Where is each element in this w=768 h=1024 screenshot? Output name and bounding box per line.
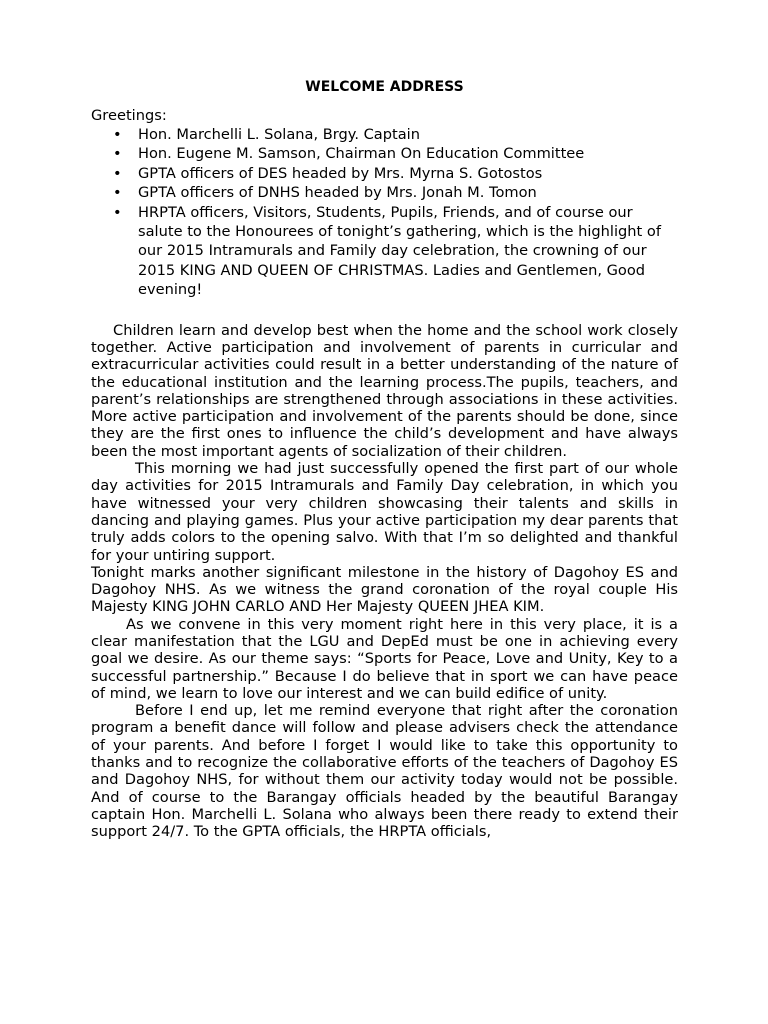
- section-spacer: [91, 300, 678, 322]
- body-paragraph: Children learn and develop best when the home and the school work closely together. Active participation and involvement of parents in curricular and extracurricular activities could result in a better understanding of the nature of the educational institution and the learning process.The pupils, teachers, and parent’s relationships are strengthened through associations in these activities. More active participation and involvement of the parents should be done, since they are the first ones to influence the child’s development and have always been the most important agents of socialization of their children.: [91, 321, 678, 460]
- document-title: WELCOME ADDRESS: [305, 79, 464, 95]
- document-page: [91, 77, 678, 841]
- greeting-item: [91, 183, 678, 202]
- greeting-text: GPTA officers of DNHS headed by Mrs. Jonah M. Tomon: [138, 184, 537, 202]
- greeting-text: Hon. Marchelli L. Solana, Brgy. Captain: [138, 126, 420, 143]
- greeting-text: Hon. Eugene M. Samson, Chairman On Education Committee: [138, 145, 585, 163]
- greeting-text: GPTA officers of DES headed by Mrs. Myrna S. Gotostos: [138, 164, 543, 182]
- body-paragraph: This morning we had just successfully opened the first part of our whole day activities for 2015 Intramurals and Family Day celebration, in which you have witnessed your very children showcasing their talents and skills in dancing and playing games. Plus your active participation my dear parents that truly adds colors to the opening salvo. With that I’m so delighted and thankful for your untiring support.: [91, 460, 678, 564]
- body-paragraph: Tonight marks another significant milestone in the history of Dagohoy ES and Dagohoy NHS. As we witness the grand coronation of the royal couple His Majesty KING JOHN CARLO AND Her Majesty QUEEN JHEA KIM.: [91, 563, 678, 616]
- greeting-text: HRPTA officers, Visitors, Students, Pupils, Friends, and of course our salute to the Honourees of tonight’s gathering, which is the highlight of our 2015 Intramurals and Family day celebration, the crowning of our 2015 KING AND QUEEN OF CHRISTMAS. Ladies and Gentlemen, Good evening!: [138, 203, 661, 299]
- greeting-item: [91, 125, 678, 144]
- greetings-list: [91, 125, 678, 300]
- bullet-icon: •: [113, 164, 122, 182]
- body-paragraph: Before I end up, let me remind everyone that right after the coronation program a benefit dance will follow and please advisers check the attendance of your parents. And before I forget I would like to take this opportunity to thanks and to recognize the collaborative efforts of the teachers of Dagohoy ES and Dagohoy NHS, for without them our activity today would not be possible. And of course to the Barangay officials headed by the beautiful Barangay captain Hon. Marchelli L. Solana who always been there ready to extend their support 24/7. To the GPTA officials, the HRPTA officials,: [91, 702, 678, 841]
- bullet-icon: •: [113, 126, 122, 143]
- bullet-icon: •: [113, 203, 122, 221]
- greeting-item: [91, 164, 678, 183]
- body-paragraph: As we convene in this very moment right here in this very place, it is a clear manifestation that the LGU and DepEd must be one in achieving every goal we desire. As our theme says: “Sports for Peace, Love and Unity, Key to a successful partnership.” Because I do believe that in sport we can have peace of mind, we learn to love our interest and we can build edifice of unity.: [91, 615, 678, 702]
- bullet-icon: •: [113, 184, 122, 202]
- bullet-icon: •: [113, 145, 122, 163]
- greeting-item: [91, 144, 678, 163]
- greetings-label: Greetings:: [91, 107, 167, 124]
- greeting-item: [91, 203, 678, 300]
